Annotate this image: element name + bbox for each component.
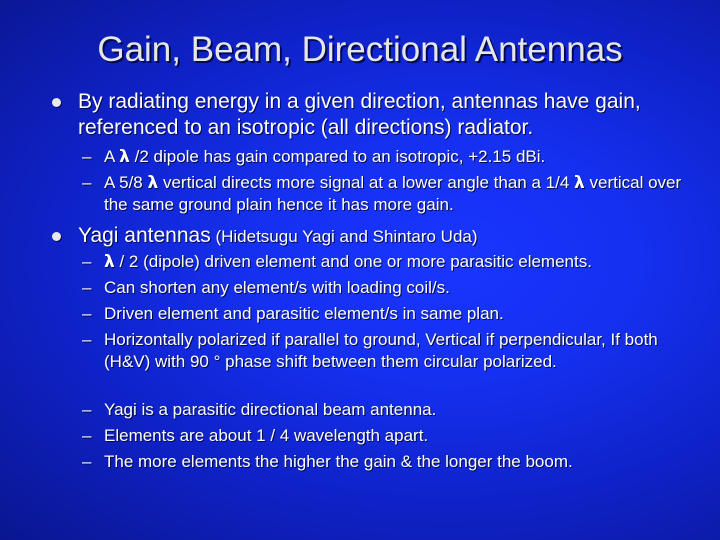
sub-dash: – [82, 426, 92, 445]
bullet-2-sub-5: Yagi is a parasitic directional beam antenna. [104, 400, 437, 419]
slide-title: Gain, Beam, Directional Antennas [97, 30, 623, 69]
bullet-1-sub-2 [104, 172, 689, 216]
sub-dash: – [82, 304, 92, 323]
sub-text: vertical over the same ground plain hence it has more gain. [104, 173, 682, 214]
bullet-2-sub-1 [104, 251, 704, 273]
sub-dash: – [82, 400, 92, 419]
sub-dash: – [82, 147, 92, 166]
bullet-2-sub-6: Elements are about 1 / 4 wavelength apart. [104, 426, 429, 445]
lambda-symbol: λ [119, 147, 130, 167]
lambda-symbol: λ [147, 173, 159, 193]
sub-text: vertical directs more signal at a lower angle than a 1/4 [158, 173, 575, 192]
bullet-1-sub-1 [104, 146, 694, 168]
yagi-inventors-note: (Hidetsugu Yagi and Shintaro Uda) [210, 227, 478, 246]
bullet-2-sub-3: Driven element and parasitic element/s in same plan. [104, 304, 504, 323]
bullet-2-sub-4: Horizontally polarized if parallel to ground, Vertical if perpendicular, If both (H&V) with 90 ° phase shift between them circular polarized. [104, 330, 658, 371]
sub-dash: – [82, 452, 92, 471]
bullet-2-text [78, 223, 698, 250]
yagi-heading: Yagi antennas [78, 224, 211, 247]
sub-text: A [104, 147, 120, 166]
sub-dash: – [82, 252, 92, 271]
bullet-2-sub-2: Can shorten any element/s with loading coil/s. [104, 278, 450, 297]
sub-text: / 2 (dipole) driven element and one or more parasitic elements. [114, 252, 592, 271]
bullet-dot [52, 98, 61, 107]
sub-text: /2 dipole has gain compared to an isotropic, +2.15 dBi. [129, 147, 546, 166]
sub-dash: – [82, 330, 92, 349]
lambda-symbol: λ [574, 173, 585, 193]
sub-dash: – [82, 173, 92, 192]
sub-text: A 5/8 [104, 173, 148, 192]
bullet-dot [52, 232, 61, 241]
lambda-symbol: λ [104, 252, 115, 272]
bullet-1-text: By radiating energy in a given direction, antennas have gain, referenced to an isotropic (all directions) radiator. [78, 90, 641, 139]
bullet-2-sub-7: The more elements the higher the gain & the longer the boom. [104, 452, 573, 471]
sub-dash: – [82, 278, 92, 297]
